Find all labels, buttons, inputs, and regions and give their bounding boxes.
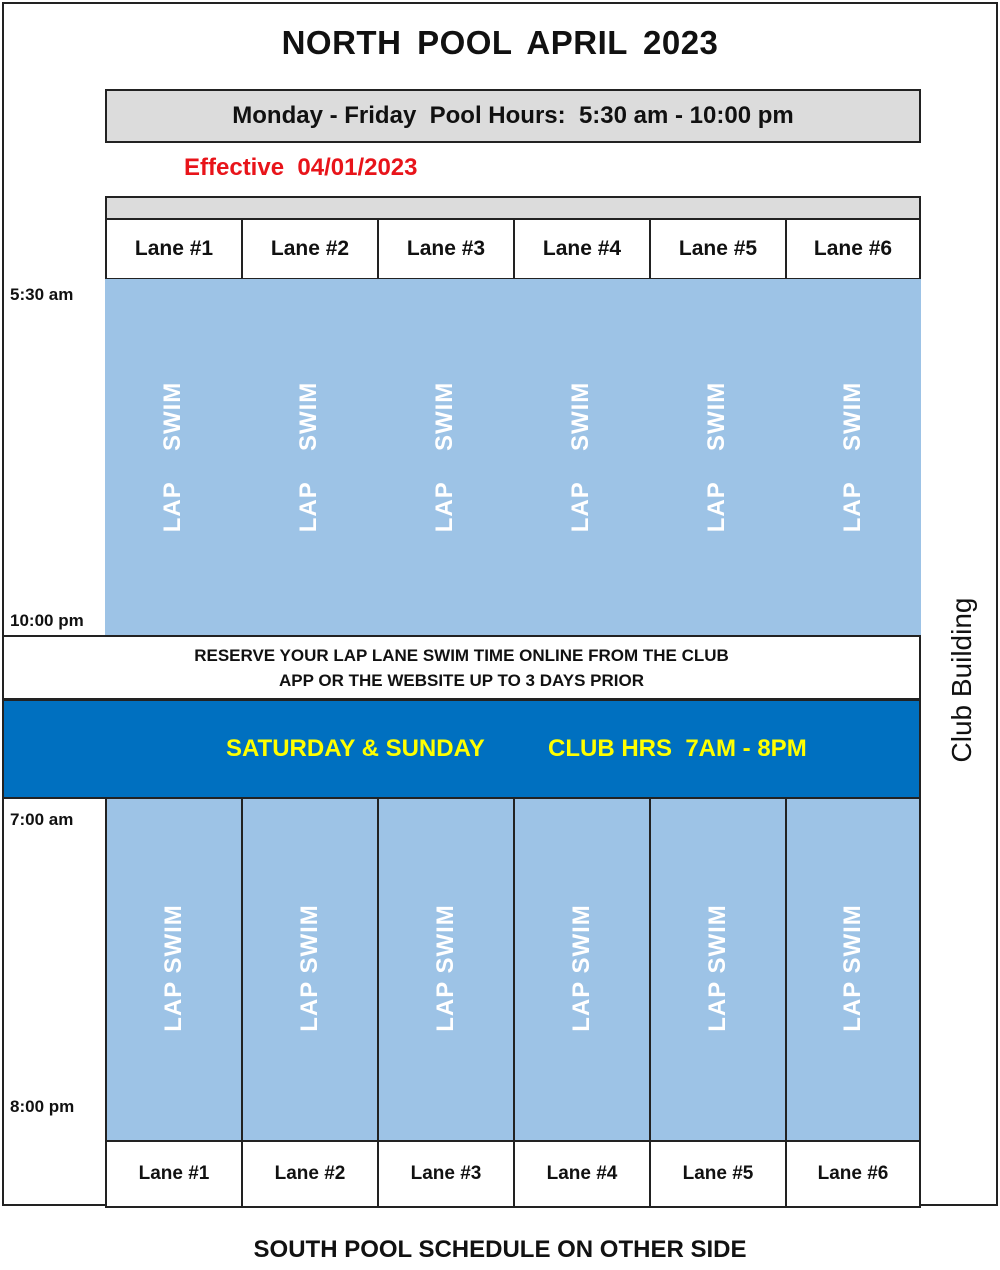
weekend-lane-5-label: LAP SWIM: [704, 904, 731, 1032]
weekday-lane-5-label: LAP SWIM: [703, 381, 730, 533]
lane-footer-5: Lane #5: [649, 1140, 787, 1208]
weekday-lap-swim-block: [105, 279, 921, 636]
lane-footer-2: Lane #2: [241, 1140, 379, 1208]
lane-footer-4: Lane #4: [513, 1140, 651, 1208]
weekday-lane-6-label: LAP SWIM: [839, 381, 866, 533]
weekday-lane-4-label: LAP SWIM: [567, 381, 594, 533]
weekend-lane-1-text: LAP SWIM: [160, 904, 187, 1032]
weekday-hours-bar: [105, 89, 921, 143]
weekend-start-time: 7:00 am: [10, 810, 74, 829]
lane-header-5: Lane #5: [649, 218, 787, 280]
weekend-lane-4-label: LAP SWIM: [568, 904, 595, 1032]
lane-header-3: Lane #3: [377, 218, 515, 280]
notice-line-1: RESERVE YOUR LAP LANE SWIM TIME ONLINE FROM THE CLUB: [194, 645, 729, 665]
weekend-lane-6-label: LAP SWIM: [839, 904, 866, 1032]
lane-header-4: Lane #4: [513, 218, 651, 280]
weekend-club-hours: CLUB HRS 7AM - 8PM: [548, 735, 807, 762]
lane-footer-1: Lane #1: [105, 1140, 243, 1208]
weekday-lane-1-label: LAP SWIM: [159, 381, 186, 533]
weekend-days: SATURDAY & SUNDAY: [226, 735, 485, 762]
lane-header-1: Lane #1: [105, 218, 243, 280]
notice-line-2: APP OR THE WEBSITE UP TO 3 DAYS PRIOR: [279, 670, 644, 690]
weekend-lane-2-label: LAP SWIM: [296, 904, 323, 1032]
lane-header-2: Lane #2: [241, 218, 379, 280]
effective-date: Effective 04/01/2023: [184, 154, 418, 181]
weekday-start-time: 5:30 am: [10, 285, 74, 304]
lane-footer-3: Lane #3: [377, 1140, 515, 1208]
weekday-hours-text: Monday - Friday Pool Hours: 5:30 am - 10:00 pm: [232, 102, 794, 129]
page-title: NORTH POOL APRIL 2023: [281, 24, 719, 61]
south-pool-note: SOUTH POOL SCHEDULE ON OTHER SIDE: [253, 1236, 747, 1263]
header-gray-strip: [105, 196, 921, 220]
weekend-lane-3-label: LAP SWIM: [432, 904, 459, 1032]
lane-header-6: Lane #6: [785, 218, 921, 280]
weekend-end-time: 8:00 pm: [10, 1097, 75, 1116]
weekend-hours-bar: [2, 699, 921, 799]
weekday-end-time: 10:00 pm: [10, 611, 84, 630]
weekday-lane-3-label: LAP SWIM: [431, 381, 458, 533]
reservation-notice: [2, 635, 921, 700]
weekday-lane-2-label: LAP SWIM: [295, 381, 322, 533]
lane-footer-6: Lane #6: [785, 1140, 921, 1208]
club-building-label: Club Building: [946, 597, 977, 763]
